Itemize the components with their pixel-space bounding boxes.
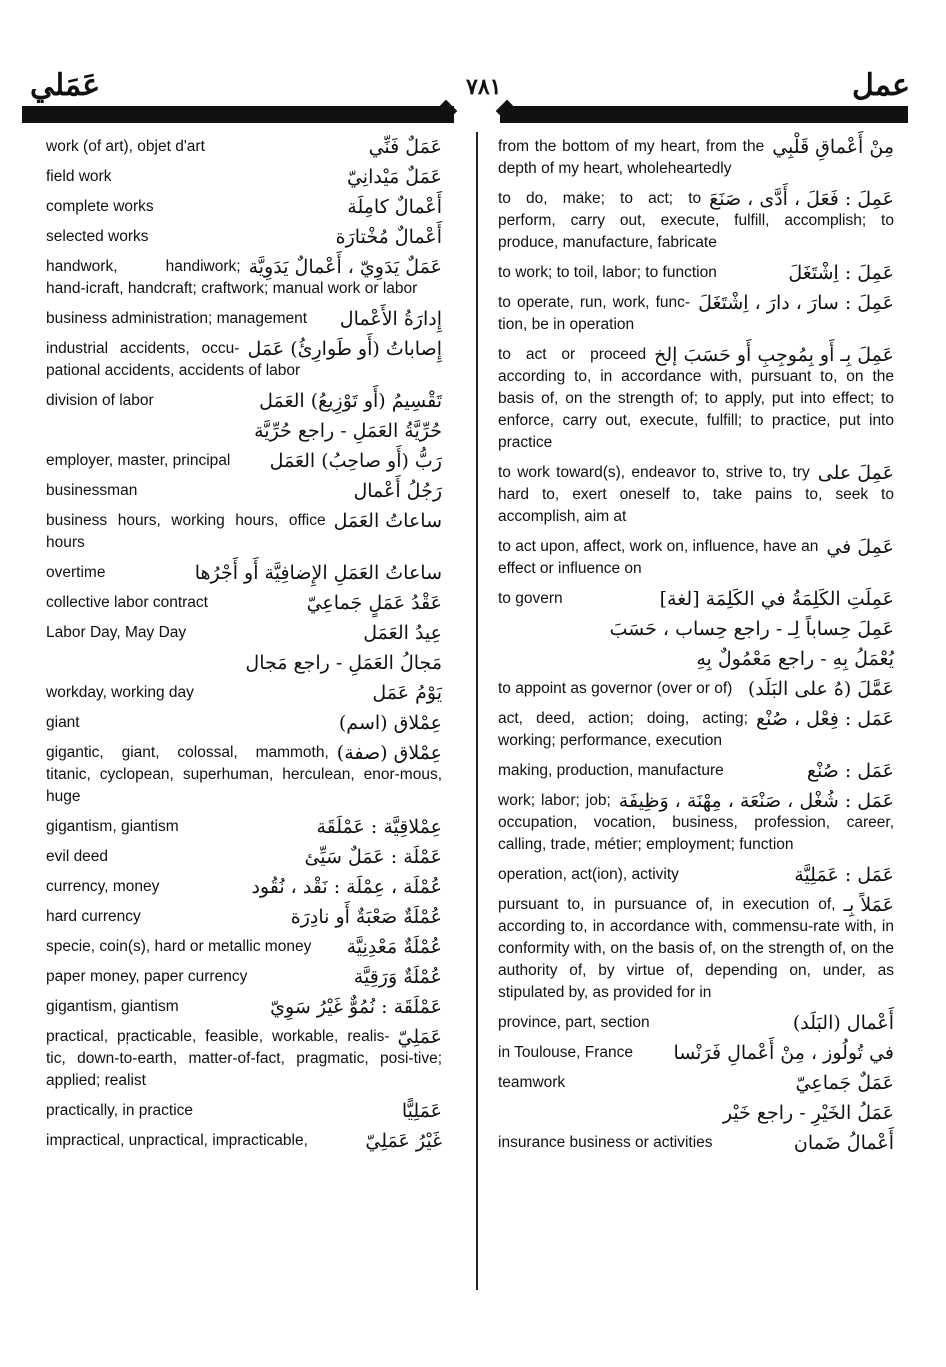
entry-arabic-term: عَمِلَ حِساباً لِـ - راجع حِساب ، حَسَبَ: [609, 618, 894, 640]
dictionary-entry: [46, 1130, 442, 1152]
entry-english-definition: hard currency: [46, 908, 141, 925]
dictionary-entry: [46, 338, 442, 382]
dictionary-entry: [46, 742, 442, 808]
entry-arabic-term: تَقْسِيمُ (أَو تَوْزِيعُ) العَمَل: [259, 390, 442, 412]
dictionary-entry: [498, 188, 894, 254]
dictionary-entry: [46, 652, 442, 674]
dictionary-entry: [46, 308, 442, 330]
entry-english-definition: work (of art), objet d'art: [46, 138, 205, 155]
dictionary-entry: [498, 292, 894, 336]
entry-arabic-term: عَمَل : شُغْل ، صَنْعَة ، مِهْنَة ، وَظِيفَة: [618, 790, 894, 812]
entry-arabic-term: عَمَلٌ فَنِّي: [368, 136, 442, 158]
entry-arabic-term: ساعاتُ العَمَل: [333, 510, 442, 532]
entry-english-definition: employer, master, principal: [46, 452, 231, 469]
entry-english-definition: practical, pŗacticable, feasible, workable, realis-tic, down-to-earth, matter-of-fact, pragmatic, posi-tive; applied; realist: [46, 1028, 442, 1089]
dictionary-entry: [46, 966, 442, 988]
entry-english-definition: impractical, unpractical, impracticable,: [46, 1132, 308, 1149]
entry-arabic-term: عَمَلٌ مَيْدانِيّ: [346, 166, 442, 188]
entry-arabic-term: عَمِلَ : سارَ ، دارَ ، اِشْتَغَلَ: [698, 292, 894, 314]
entry-english-definition: pursuant to, in pursuance of, in execution of, according to, in accordance with, commensu-rate with, in conformity with, on the basis of, on the strength of, on the authority of, by virtue of, depending on, under, as stipulated by, as provided for in: [498, 896, 894, 1001]
entry-english-definition: selected works: [46, 228, 149, 245]
entry-arabic-term: عَمَل : عَمَلِيَّة: [794, 864, 894, 886]
entry-arabic-term: عِيدُ العَمَل: [363, 622, 442, 644]
entry-english-definition: complete works: [46, 198, 154, 215]
entry-arabic-term: رَبُّ (أَو صاحِبُ) العَمَل: [269, 450, 442, 472]
dictionary-entry: [498, 136, 894, 180]
entry-arabic-term: مَجالُ العَمَلِ - راجع مَجال: [245, 652, 442, 674]
entry-english-definition: operation, act(ion), activity: [498, 866, 679, 883]
entry-arabic-term: حُرِّيَّةُ العَمَلِ - راجع حُرِّيَّة: [254, 420, 442, 442]
entry-english-definition: business hours, working hours, office hours: [46, 512, 326, 551]
entry-arabic-term: عَمَلِيّ: [397, 1026, 442, 1048]
dictionary-entry: [498, 1072, 894, 1094]
running-headword-right: عمل: [852, 68, 910, 103]
entry-english-definition: gigantism, giantism: [46, 818, 179, 835]
entry-arabic-term: عَمَلِيًّا: [401, 1100, 442, 1122]
entry-arabic-term: عَمَل : صُنْع: [806, 760, 894, 782]
entry-english-definition: act, deed, action; doing, acting; working; performance, execution: [498, 710, 748, 749]
entry-arabic-term: عَمْلَة : عَمَلٌ سَيِّئ: [304, 846, 442, 868]
entry-arabic-term: عَمِلَتِ الكَلِمَةُ في الكَلِمَة [لغة]: [659, 588, 894, 610]
entry-english-definition: to work; to toil, labor; to function: [498, 264, 717, 281]
entry-arabic-term: مِنْ أَعْماقِ قَلْبِي: [772, 136, 894, 158]
dictionary-entry: [498, 588, 894, 610]
dictionary-entry: [46, 510, 442, 554]
dictionary-entry: [498, 1132, 894, 1154]
entry-arabic-term: عَمَّلَ (هُ على البَلَد): [747, 678, 894, 700]
entry-arabic-term: عِمْلاق (اسم): [338, 712, 442, 734]
right-column: [498, 136, 894, 1162]
dictionary-entry: [46, 1026, 442, 1092]
entry-arabic-term: عَمَلٌ يَدَوِيّ ، أَعْمالٌ يَدَوِيَّة: [248, 256, 442, 278]
entry-arabic-term: عَمِلَ على: [817, 462, 894, 484]
entry-english-definition: practically, in practice: [46, 1102, 194, 1119]
entry-arabic-term: أَعْمالٌ كامِلَة: [347, 196, 442, 218]
dictionary-entry: [498, 864, 894, 886]
entry-english-definition: from the bottom of my heart, from the depth of my heart, wholeheartedly: [498, 138, 765, 177]
entry-english-definition: currency, money: [46, 878, 160, 895]
entry-arabic-term: يَوْمُ عَمَل: [372, 682, 442, 704]
header-rule-left: [22, 106, 454, 123]
entry-english-definition: to act or proceed according to, in accordance with, pursuant to, on the basis of, on the strength of; to apply, put into effect; to enforce, carry out, execute, fulfill; to practice, put into practice: [498, 346, 894, 451]
dictionary-entry: [498, 262, 894, 284]
dictionary-entry: [498, 344, 894, 454]
entry-english-definition: gigantism, giantism: [46, 998, 179, 1015]
entry-arabic-term: في تُولُوز ، مِنْ أَعْمالِ فَرَنْسا: [673, 1042, 894, 1064]
column-divider: [476, 132, 478, 1290]
dictionary-entry: [46, 226, 442, 248]
dictionary-entry: [498, 462, 894, 528]
dictionary-entry: [46, 256, 442, 300]
entry-english-definition: to do, make; to act; to perform, carry out, execute, fulfill, accomplish; to produce, manufacture, fabricate: [498, 190, 894, 251]
entry-arabic-term: عَمَلُ الخَيْرِ - راجع خَيْر: [722, 1102, 894, 1124]
entry-english-definition: to appoint as governor (over or of): [498, 680, 733, 697]
entry-arabic-term: عُمْلَةٌ مَعْدِنِيَّة: [346, 936, 442, 958]
dictionary-entry: [498, 1102, 894, 1124]
entry-english-definition: workday, working day: [46, 684, 194, 701]
entry-arabic-term: عَمِلَ : فَعَلَ ، أَدَّى ، صَنَعَ: [709, 188, 894, 210]
entry-arabic-term: عَقْدُ عَمَلٍ جَماعِيّ: [306, 592, 442, 614]
entry-english-definition: collective labor contract: [46, 594, 208, 611]
entry-english-definition: handwork, handiwork; hand-icraft, handcraft; craftwork; manual work or labor: [46, 258, 418, 297]
dictionary-entry: [46, 622, 442, 644]
entry-english-definition: to operate, run, work, func-tion, be in operation: [498, 294, 691, 333]
dictionary-entry: [46, 996, 442, 1018]
entry-english-definition: field work: [46, 168, 112, 185]
entry-arabic-term: عَمْلَقَة : نُمُوٌّ غَيْرُ سَوِيّ: [270, 996, 442, 1018]
entry-arabic-term: عُمْلَة ، عِمْلَة : نَقْد ، نُقُود: [251, 876, 442, 898]
entry-english-definition: teamwork: [498, 1074, 566, 1091]
dictionary-entry: [46, 562, 442, 584]
entry-english-definition: in Toulouse, France: [498, 1044, 633, 1061]
dictionary-entry: [46, 480, 442, 502]
entry-english-definition: industrial accidents, occu-pational accidents, accidents of labor: [46, 340, 301, 379]
entry-english-definition: making, production, manufacture: [498, 762, 724, 779]
entry-english-definition: province, part, section: [498, 1014, 650, 1031]
entry-arabic-term: رَجُلُ أَعْمال: [353, 480, 442, 502]
entry-english-definition: evil deed: [46, 848, 109, 865]
entry-arabic-term: عُمْلَةٌ وَرَقِيَّة: [353, 966, 442, 988]
entry-arabic-term: عَمِلَ بِـ أَو بِمُوجِبِ أَو حَسَبَ إلخ: [654, 344, 894, 366]
dictionary-entry: [46, 166, 442, 188]
entry-english-definition: to act upon, affect, work on, influence, have an effect or influence on: [498, 538, 819, 577]
entry-arabic-term: عَمَلٌ جَماعِيّ: [795, 1072, 894, 1094]
entry-english-definition: to govern: [498, 590, 563, 607]
entry-english-definition: business administration; management: [46, 310, 308, 327]
entry-arabic-term: إِدارَةُ الأَعْمال: [339, 308, 442, 330]
dictionary-entry: [498, 1042, 894, 1064]
header-rule-right: [500, 106, 908, 123]
dictionary-entry: [498, 894, 894, 1004]
page-number: ٧٨١: [466, 74, 502, 100]
dictionary-entry: [498, 536, 894, 580]
dictionary-entry: [46, 816, 442, 838]
entry-english-definition: work; labor; job; occupation, vocation, business, profession, career, calling, trade, métier; employment; function: [498, 792, 894, 853]
dictionary-entry: [46, 592, 442, 614]
dictionary-entry: [46, 136, 442, 158]
entry-arabic-term: عِمْلاق (صفة): [336, 742, 442, 764]
entry-english-definition: paper money, paper currency: [46, 968, 248, 985]
dictionary-entry: [46, 420, 442, 442]
dictionary-entry: [46, 906, 442, 928]
entry-arabic-term: أَعْمالٌ مُخْتارَة: [335, 226, 442, 248]
dictionary-entry: [46, 682, 442, 704]
entry-english-definition: overtime: [46, 564, 106, 581]
dictionary-entry: [46, 450, 442, 472]
dictionary-entry: [498, 618, 894, 640]
entry-english-definition: businessman: [46, 482, 138, 499]
dictionary-entry: [46, 712, 442, 734]
entry-arabic-term: أَعْمالُ ضَمان: [793, 1132, 894, 1154]
dictionary-entry: [46, 1100, 442, 1122]
running-headword-left: عَمَلي: [30, 68, 101, 103]
entry-arabic-term: عَمِلَ في: [826, 536, 894, 558]
entry-english-definition: specie, coin(s), hard or metallic money: [46, 938, 312, 955]
dictionary-entry: [498, 790, 894, 856]
dictionary-entry: [498, 678, 894, 700]
entry-arabic-term: عُمْلَةٌ صَعْبَةٌ أَو نادِرَة: [290, 906, 442, 928]
entry-arabic-term: يُعْمَلُ بِهِ - راجع مَعْمُولٌ بِهِ: [696, 648, 894, 670]
entry-english-definition: insurance business or activities: [498, 1134, 713, 1151]
entry-english-definition: to work toward(s), endeavor to, strive to, try hard to, exert oneself to, take pains to, seek to accomplish, aim at: [498, 464, 894, 525]
entry-arabic-term: عَمَلاً بِـ: [843, 894, 894, 916]
entry-arabic-term: ساعاتُ العَمَلِ الإِضافِيَّة أَو أَجْرُها: [194, 562, 442, 584]
entry-english-definition: giant: [46, 714, 80, 731]
dictionary-entry: [498, 648, 894, 670]
entry-arabic-term: عِمْلاقِيَّة : عَمْلَقَة: [316, 816, 442, 838]
dictionary-entry: [46, 196, 442, 218]
dictionary-entry: [498, 1012, 894, 1034]
dictionary-entry: [46, 390, 442, 412]
dictionary-entry: [498, 708, 894, 752]
dictionary-entry: [46, 876, 442, 898]
dictionary-entry: [46, 846, 442, 868]
entry-arabic-term: عَمِلَ : اِشْتَغَلَ: [788, 262, 894, 284]
dictionary-entry: [46, 936, 442, 958]
entry-arabic-term: عَمَل : فِعْل ، صُنْع: [755, 708, 894, 730]
dictionary-entry: [498, 760, 894, 782]
entry-english-definition: division of labor: [46, 392, 154, 409]
entry-english-definition: Labor Day, May Day: [46, 624, 187, 641]
left-column: [46, 136, 442, 1160]
entry-arabic-term: غَيْرُ عَمَلِيّ: [365, 1130, 442, 1152]
entry-english-definition: gigantic, giant, colossal, mammoth, titanic, cyclopean, superhuman, herculean, enor-mous, huge: [46, 744, 442, 805]
entry-arabic-term: إِصاباتُ (أَو طَوارِئُ) عَمَل: [247, 338, 442, 360]
entry-arabic-term: أَعْمال (البَلَد): [792, 1012, 894, 1034]
